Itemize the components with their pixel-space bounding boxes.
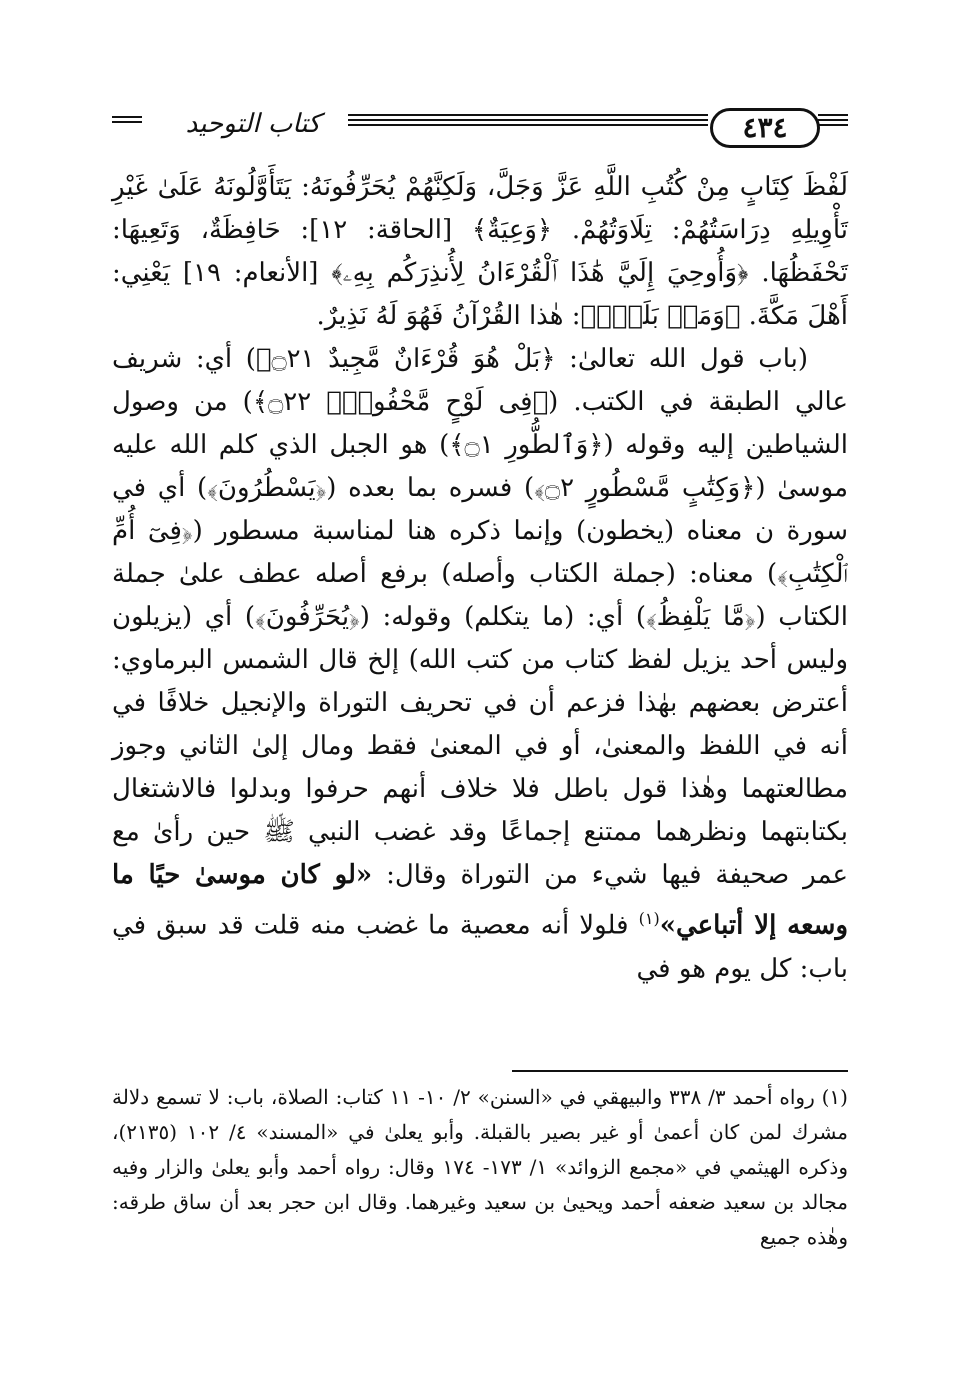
- book-title: كتاب التوحيد: [185, 109, 321, 139]
- paragraph-1: لَفْظَ كِتَابٍ مِنْ كُتُبِ اللَّهِ عَزَّ وَجَلَّ، وَلَكِنَّهُمْ يُحَرِّفُونَهُ: يَتَأَوَّلُونَهُ عَلَىٰ غَيْرِ تَأْوِيلِهِ دِرَاسَتُهُمْ: تِلَاوَتُهُمْ. ﴿وَعِيَةٌ﴾ [الحاقة: ١٢]: حَافِظَةٌ، وَتَعِيهَا: تَحْفَظُهَا. ﴿وَأُوحِيَ إِلَيَّ هَٰذَا ٱلْقُرْءَانُ لِأُنذِرَكُم بِهِۦ﴾ [الأنعام: ١٩] يَعْنِي: أَهْلَ مَكَّةَ. ﴿وَمَنۢ بَلَغَۚ﴾: هٰذا القُرْآنُ فَهُوَ لَهُ نَذِيرٌ.: [112, 172, 848, 331]
- hadith-quote: «لو كان موسىٰ حيًا ما وسعه إلا أتباعي»: [112, 860, 848, 941]
- page-number: ٤٣٤: [710, 108, 820, 148]
- paragraph-2: [112, 338, 848, 991]
- paragraph-2-end: فلولا أنه معصية ما غضب منه قلت قد سبق في باب: كل يوم هو في: [112, 910, 848, 984]
- header-ornament-middle: [348, 114, 708, 129]
- main-text: [112, 166, 848, 991]
- paragraph-2-body: (باب قول الله تعالىٰ: ﴿بَلْ هُوَ قُرْءَانٌ مَّجِيدٌ ۝٢١﴾) أي: شريف عالي الطبقة في الكتب. (﴿فِى لَوْحٍ مَّحْفُوظٍۭ ۝٢٢﴾) من وصول الشياطين إليه وقوله (﴿وَٱلطُّورِ ۝١﴾) هو الجبل الذي كلم الله عليه موسىٰ (﴿وَكِتَٰبٍ مَّسْطُورٍ ۝٢﴾) فسره بما بعده (﴿يَسْطُرُونَ﴾) أي في سورة ن معناه (يخطون) وإنما ذكره هنا لمناسبة مسطور (﴿فِىٓ أُمِّ ٱلْكِتَٰبِ﴾) معناه: (جملة الكتاب وأصله) برفع أصله عطف علىٰ جملة الكتاب (﴿مَّا يَلْفِظُ﴾) أي: (ما يتكلم) وقوله: (﴿يُحَرِّفُونَ﴾) أي (يزيلون وليس أحد يزيل لفظ كتاب من كتب الله) إلخ قال الشمس البرماوي: أعترض بعضهم بهٰذا فزعم أن في تحريف التوراة والإنجيل خلافًا في أنه في اللفظ والمعنىٰ، أو في المعنىٰ فقط ومال إلىٰ الثاني وجوز مطالعتهما وهٰذا قول باطل فلا خلاف أنهم حرفوا وبدلوا فالاشتغال بكتابتهما ونظرهما ممتنع إجماعًا وقد غضب النبي ﷺ حين رأىٰ مع عمر صحيفة فيها شيء من التوراة وقال:: [112, 344, 849, 890]
- page-header: [112, 108, 848, 148]
- footnote-text: (١) رواه أحمد ٣/ ٣٣٨ والبيهقي في «السنن» ٢/ ١٠- ١١ كتاب: الصلاة، باب: لا تسمع دلالة مشرك لمن كان أعمىٰ أو غير بصير بالقبلة. وأبو يعلىٰ في «المسند» ٤/ ١٠٢ (٢١٣٥)، وذكره الهيثمي في «مجمع الزوائد» ١/ ١٧٣- ١٧٤ وقال: رواه أحمد وأبو يعلىٰ والزار وفيه مجالد بن سعيد ضعفه أحمد ويحيىٰ بن سعيد وغيرهما. وقال ابن حجر بعد أن ساق طرقه: وهٰذه جميع: [112, 1085, 848, 1249]
- header-ornament-right: [818, 114, 848, 129]
- footnote-reference: (١): [638, 909, 660, 928]
- footnote-divider: [512, 1070, 848, 1072]
- footnote: [112, 1080, 848, 1255]
- header-ornament-left: [112, 116, 142, 128]
